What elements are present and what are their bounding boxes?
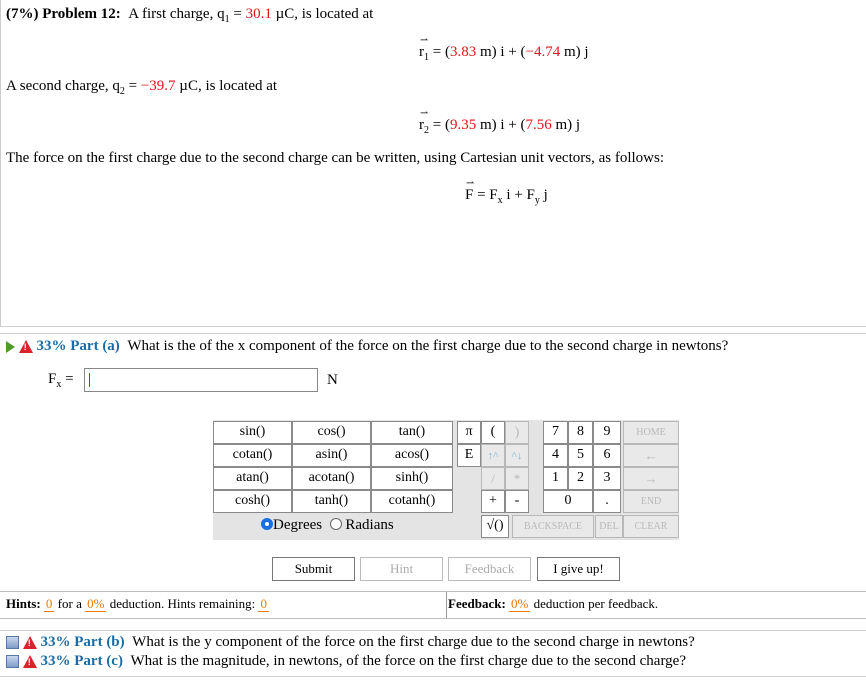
force-eq-mid: i + F — [502, 187, 535, 203]
hints-label: Hints: — [6, 596, 41, 611]
part-c-header[interactable] — [6, 653, 686, 670]
force-x-sub: x — [497, 195, 503, 206]
radians-label: Radians — [345, 517, 394, 533]
sqrt-key[interactable]: √() — [481, 515, 509, 538]
r1-x-value: 3.83 — [449, 44, 477, 60]
force-eq-end: j — [539, 187, 548, 203]
part-b-header[interactable] — [6, 634, 695, 651]
q1-subscript: 1 — [224, 14, 230, 25]
home-key[interactable]: HOME — [623, 421, 679, 444]
part-c-question: What is the magnitude, in newtons, of the force on the first charge due to the second charge? — [130, 653, 686, 669]
digit-4-key[interactable]: 4 — [543, 444, 568, 467]
warning-icon — [23, 655, 37, 668]
digit-6-key[interactable]: 6 — [593, 444, 621, 467]
degrees-label: Degrees — [273, 517, 323, 533]
cotan-button[interactable]: cotan() — [213, 444, 292, 467]
superscript-key[interactable]: ↑^ — [481, 444, 505, 467]
hint-button[interactable]: Hint — [360, 557, 443, 581]
line1-text: A first charge, q — [128, 6, 225, 22]
lparen-key[interactable]: ( — [481, 421, 505, 444]
q2-equals: = — [124, 78, 141, 94]
atan-button[interactable]: atan() — [213, 467, 292, 490]
cosh-button[interactable]: cosh() — [213, 490, 292, 513]
fx-equals: = — [61, 371, 74, 387]
part-a-question: What is the of the x component of the force on the first charge due to the second charge in newtons? — [127, 338, 729, 354]
hints-for-a: for a — [54, 596, 86, 611]
text-caret — [89, 373, 90, 387]
cotanh-button[interactable]: cotanh() — [371, 490, 453, 513]
digit-3-key[interactable]: 3 — [593, 467, 621, 490]
cursor-right-key[interactable]: → — [623, 467, 679, 490]
feedback-button[interactable]: Feedback — [448, 557, 531, 581]
q1-equals: = — [229, 6, 246, 22]
hints-count: 0 — [45, 596, 53, 611]
r1-mid: m) i + ( — [476, 44, 526, 60]
q1-unit-text: µC, is located at — [271, 6, 374, 22]
digit-8-key[interactable]: 8 — [568, 421, 593, 444]
divider — [0, 630, 866, 631]
collapsed-box-icon[interactable] — [6, 636, 19, 649]
fx-answer-input[interactable] — [84, 368, 318, 392]
r2-x-value: 9.35 — [449, 117, 477, 133]
divider — [0, 618, 866, 619]
fx-symbol: F — [48, 371, 57, 387]
digit-7-key[interactable]: 7 — [543, 421, 568, 444]
submit-button[interactable]: Submit — [272, 557, 355, 581]
r2-vector: r ⇀ — [419, 108, 429, 133]
digit-9-key[interactable]: 9 — [593, 421, 621, 444]
tanh-button[interactable]: tanh() — [292, 490, 371, 513]
digit-0-key[interactable]: 0 — [543, 490, 593, 513]
e-key[interactable]: E — [457, 444, 481, 467]
hints-remaining: 0 — [260, 596, 267, 611]
part-b-label: Part (b) — [74, 634, 125, 650]
feedback-info — [448, 596, 658, 612]
give-up-button[interactable]: I give up! — [537, 557, 620, 581]
q2-value: −39.7 — [140, 78, 176, 94]
r2-end: m) j — [551, 117, 581, 133]
angle-mode — [261, 517, 394, 534]
part-b-percent: 33% — [40, 634, 71, 650]
sin-button[interactable]: sin() — [213, 421, 292, 444]
divider — [0, 676, 866, 677]
force-y-sub: y — [534, 195, 540, 206]
digit-5-key[interactable]: 5 — [568, 444, 593, 467]
divider — [0, 326, 866, 327]
expand-triangle-icon[interactable] — [6, 341, 15, 353]
r1-open: = ( — [429, 44, 450, 60]
warning-icon — [19, 340, 33, 353]
line2 — [6, 78, 277, 97]
cos-button[interactable]: cos() — [292, 421, 371, 444]
line2-text: A second charge, q — [6, 78, 120, 94]
hints-deduction: deduction. Hints remaining: — [106, 596, 259, 611]
digit-2-key[interactable]: 2 — [568, 467, 593, 490]
end-key[interactable]: END — [623, 490, 679, 513]
r2-open: = ( — [429, 117, 450, 133]
force-vector: F ⇀ — [465, 178, 475, 203]
collapsed-box-icon[interactable] — [6, 655, 19, 668]
clear-key[interactable]: CLEAR — [623, 515, 679, 538]
r1-symbol: r — [419, 44, 424, 60]
multiply-key[interactable]: * — [505, 467, 529, 490]
warning-icon — [23, 636, 37, 649]
r1-subscript: 1 — [424, 52, 429, 63]
r2-mid: m) i + ( — [476, 117, 526, 133]
r2-subscript: 2 — [424, 125, 429, 136]
feedback-label: Feedback: — [448, 596, 506, 611]
r2-equation — [419, 108, 581, 136]
plus-key[interactable]: + — [481, 490, 505, 513]
part-a-label: Part (a) — [70, 338, 120, 354]
hints-info — [6, 596, 269, 612]
acos-button[interactable]: acos() — [371, 444, 453, 467]
divider — [0, 591, 866, 592]
r2-y-value: 7.56 — [525, 117, 552, 133]
degrees-radio[interactable] — [261, 518, 273, 530]
sinh-button[interactable]: sinh() — [371, 467, 453, 490]
feedback-text: deduction per feedback. — [530, 596, 659, 611]
unit-label: N — [327, 372, 338, 388]
r2-symbol: r — [419, 117, 424, 133]
fx-subscript: x — [56, 379, 62, 390]
del-key[interactable]: DEL — [595, 515, 623, 538]
r1-equation — [419, 35, 589, 63]
tan-button[interactable]: tan() — [371, 421, 453, 444]
part-b-question: What is the y component of the force on the first charge due to the second charge in newtons? — [132, 634, 695, 650]
force-symbol: F — [465, 187, 474, 203]
problem-header — [6, 6, 373, 25]
radians-radio[interactable] — [330, 518, 342, 530]
feedback-percent: 0% — [511, 596, 529, 611]
divide-key[interactable]: / — [481, 467, 505, 490]
decimal-point-key[interactable]: . — [593, 490, 621, 513]
r1-end: m) j — [560, 44, 589, 60]
divider — [446, 592, 447, 618]
q2-subscript: 2 — [119, 86, 125, 97]
divider — [0, 333, 866, 334]
cursor-left-key[interactable]: ← — [623, 444, 679, 467]
part-a-header[interactable] — [6, 338, 728, 355]
asin-button[interactable]: asin() — [292, 444, 371, 467]
fx-label — [48, 371, 74, 390]
force-equation — [465, 178, 548, 206]
problem-percent: (7%) — [6, 6, 39, 22]
force-description: The force on the first charge due to the second charge can be written, using Cartesian unit vectors, as follows: — [6, 150, 664, 166]
digit-1-key[interactable]: 1 — [543, 467, 568, 490]
pi-key[interactable]: π — [457, 421, 481, 444]
subscript-key[interactable]: ^↓ — [505, 444, 529, 467]
r1-vector: r ⇀ — [419, 35, 429, 60]
part-c-percent: 33% — [40, 653, 71, 669]
r1-y-value: −4.74 — [525, 44, 561, 60]
backspace-key[interactable]: BACKSPACE — [512, 515, 594, 538]
hints-percent: 0% — [87, 596, 105, 611]
problem-number: Problem 12: — [42, 6, 121, 22]
part-a-percent: 33% — [36, 338, 67, 354]
q1-value: 30.1 — [245, 6, 272, 22]
q2-unit-text: µC, is located at — [175, 78, 278, 94]
minus-key[interactable]: - — [505, 490, 529, 513]
force-eq-fx: = F — [473, 187, 498, 203]
acotan-button[interactable]: acotan() — [292, 467, 371, 490]
rparen-key[interactable]: ) — [505, 421, 529, 444]
part-c-label: Part (c) — [74, 653, 123, 669]
